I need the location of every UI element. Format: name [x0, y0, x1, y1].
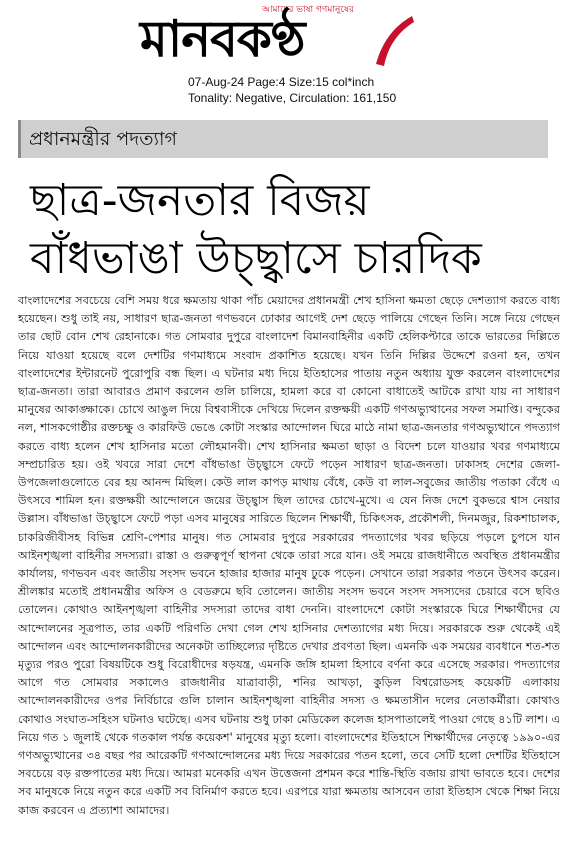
article-paragraph: বাংলাদেশের সবচেয়ে বেশি সময় ধরে ক্ষমতায় থাকা পাঁচ মেয়াদের প্রধানমন্ত্রী শেখ হাসিনা ক্ষমতা ছেড়ে দেশত্যাগ করতে বাধ্য হয়েছেন। শুধু তাই নয়, সাধারণ ছাত্র-জনতা গণভবনে ঢোকার আগেই দেশ ছেড়ে পালিয়ে গেছেন তিনি। সঙ্গে নিয়ে গেছেন তার ছোট বোন শেখ রেহানাকে। গত সোমবার দুপুরে বাংলাদেশ বিমানবাহিনীর একটি হেলিকপ্টারে তাকে ভারতের দিল্লিতে নিয়ে যাওয়া হয়েছে বলে দেশটির গণমাধ্যমে সংবাদ প্রকাশিত হয়েছে। যখন তিনি দিল্লির উদ্দেশে রওনা হন, তখন বাংলাদেশের ইন্টারনেট পুরোপুরি বন্ধ ছিল। এ ঘটনার মধ্য দিয়ে ইতিহাসের পাতায় নতুন অধ্যায় যুক্ত করলেন বাংলাদেশের ছাত্র-জনতা। তারা আবারও প্রমাণ করলেন গুলি চালিয়ে, হামলা করে বা কোনো বাধাতেই আটকে রাখা যায় না সাধারণ মানুষের আকাঙ্ক্ষাকে। চোখে আঙুল দিয়ে বিশ্ববাসীকে দেখিয়ে দিলেন রক্তক্ষয়ী একটি গণঅভ্যুত্থানের সফল সমাপ্তি। বন্দুকের নল, শাসকগোষ্ঠীর রক্তচক্ষু ও কারফিউ ভেঙে কোটা সংস্কার আন্দোলন ঘিরে মাঠে নামা ছাত্র-জনতার গণঅভ্যুত্থানে পদত্যাগ করতে বাধ্য হলেন শেখ হাসিনার মতো লৌহমানবী। শেখ হাসিনার ক্ষমতা ছাড়া ও বিদেশ চলে যাওয়ার খবর গণমাধ্যমে সম্প্রচারিত হয়। ওই খবরে সারা দেশে বাঁধভাঙা উচ্ছ্বাসে ফেটে পড়েন সাধারণ ছাত্র-জনতা। ঢাকাসহ দেশের জেলা-উপজেলাগুলোতে বের হয় আনন্দ মিছিল। কেউ লাল কাপড় মাথায় বেঁধে, কেউ বা লাল-সবুজের জাতীয় পতাকা বেঁধে এ উৎসবে শামিল হন। রক্তক্ষয়ী আন্দোলনে জয়ের উচ্ছ্বাস ছিল তাদের চোখে-মুখে। এ যেন নিজ দেশে বুকভরে শ্বাস নেয়ার উল্লাস। বাঁধভাঙা উচ্ছ্বাসে ফেটে পড়া এসব মানুষের সারিতে ছিলেন শিক্ষার্থী, চিকিৎসক, প্রকৌশলী, দিনমজুর, রিকশাচালক, চাকরিজীবীসহ বিভিন্ন শ্রেণি-পেশার মানুষ। গত সোমবার দুপুরে সরকারের পদত্যাগের খবর ছড়িয়ে পড়লে চুপসে যান আইনশৃঙ্খলা বাহিনীর সদস্যরা। রাস্তা ও গুরুত্বপূর্ণ স্থাপনা থেকে তারা সরে যান। ওই সময়ে রাজধানীতে অবস্থিত প্রধানমন্ত্রীর কার্যালয়, গণভবন এবং জাতীয় সংসদ ভবনে হাজার হাজার মানুষ ঢুকে পড়েন। সেখানে তারা সরকার পতনে উৎসব করেন। শ্রীলঙ্কার মতোই প্রধানমন্ত্রীর অফিস ও বেডরুমে ছবি তোলেন। জাতীয় সংসদ ভবনে সংসদ সদস্যদের চেয়ারে বসে ছবিও তোলেন। কোথাও আইনশৃঙ্খলা বাহিনীর সদস্যরা তাদের বাধা দেননি। বাংলাদেশে কোটা সংস্কারকে ঘিরে শিক্ষার্থীদের যে আন্দোলনের সূত্রপাত, তার একটি পরিণতি দেখা গেল শেখ হাসিনার দেশত্যাগের মধ্য দিয়ে। সরকারকে শুরু থেকেই এই আন্দোলন এবং আন্দোলনকারীদের অনেকটা তাচ্ছিল্যের দৃষ্টিতে দেখার প্রবণতা ছিল। এমনকি এক সময়ের ব্যবধানে শত-শত মৃত্যুর পরও পুরো বিষয়টিকে শুধু বিরোধীদের ষড়যন্ত্র, এমনকি জঙ্গি হামলা হিসাবে বর্ণনা করে এসেছে সরকার। পদত্যাগের আগে গত সোমবার সকালেও রাজধানীর যাত্রাবাড়ী, শনির আখড়া, কুড়িল বিশ্বরোডসহ কয়েকটি এলাকায় আন্দোলনকারীদের ওপর নির্বিচারে গুলি চালান আইনশৃঙ্খলা বাহিনীর সদস্য ও ক্ষমতাসীন দলের নেতাকর্মীরা। কোথাও কোথাও সংঘাত-সহিংস ঘটনাও ঘটেছে। এসব ঘটনায় শুধু ঢাকা মেডিকেল কলেজ হাসপাতালেই পাওয়া গেছে ৪১টি লাশ। এ নিয়ে গত ১ জুলাই থেকে গতকাল পর্যন্ত কয়েকশ' মানুষের মৃত্যু হলো। বাংলাদেশের ইতিহাসে শিক্ষার্থীদের নেতৃত্বে ১৯৯০-এর গণঅভ্যুত্থানের ৩৪ বছর পর আরেকটি গণআন্দোলনের মধ্য দিয়ে সরকারের পতন হলো, তবে সেটি হলো দেশটির ইতিহাসে সবচেয়ে বড় রক্তপাতের মধ্য দিয়ে। আমরা মনেকরি এখন উত্তেজনা প্রশমন করে শান্তি-স্থিতি বজায় রাখা ভাবতে হবে। দেশের সব মানুষকে নিয়ে নতুন করে একটি সব বিনির্মাণ করতে হবে। এরপরে যারা ক্ষমতায় আসবেন তারা ইতিহাস থেকে শিক্ষা নিয়ে কাজ করবেন এ প্রত্যাশা আমাদের। — [18, 294, 560, 817]
article-kicker: প্রধানমন্ত্রীর পদত্যাগ — [18, 120, 548, 158]
meta-date-size: 07-Aug-24 Page:4 Size:15 col*inch — [188, 75, 375, 89]
headline-line-2: বাঁধভাঙা উচ্ছ্বাসে চারদিক — [30, 233, 482, 284]
masthead — [0, 0, 574, 72]
headline-line-1: ছাত্র-জনতার বিজয় — [30, 175, 370, 226]
meta-tonality-circulation: Tonality: Negative, Circulation: 161,150 — [188, 91, 397, 105]
logo-accent-icon — [368, 12, 416, 68]
masthead-tagline: আমাদের ভাষা গণমানুষের — [262, 5, 354, 15]
article-body — [18, 292, 560, 864]
newspaper-logo: মানবকণ্ঠ — [140, 10, 305, 68]
clipping-meta — [188, 74, 488, 106]
article-headline — [30, 172, 550, 288]
